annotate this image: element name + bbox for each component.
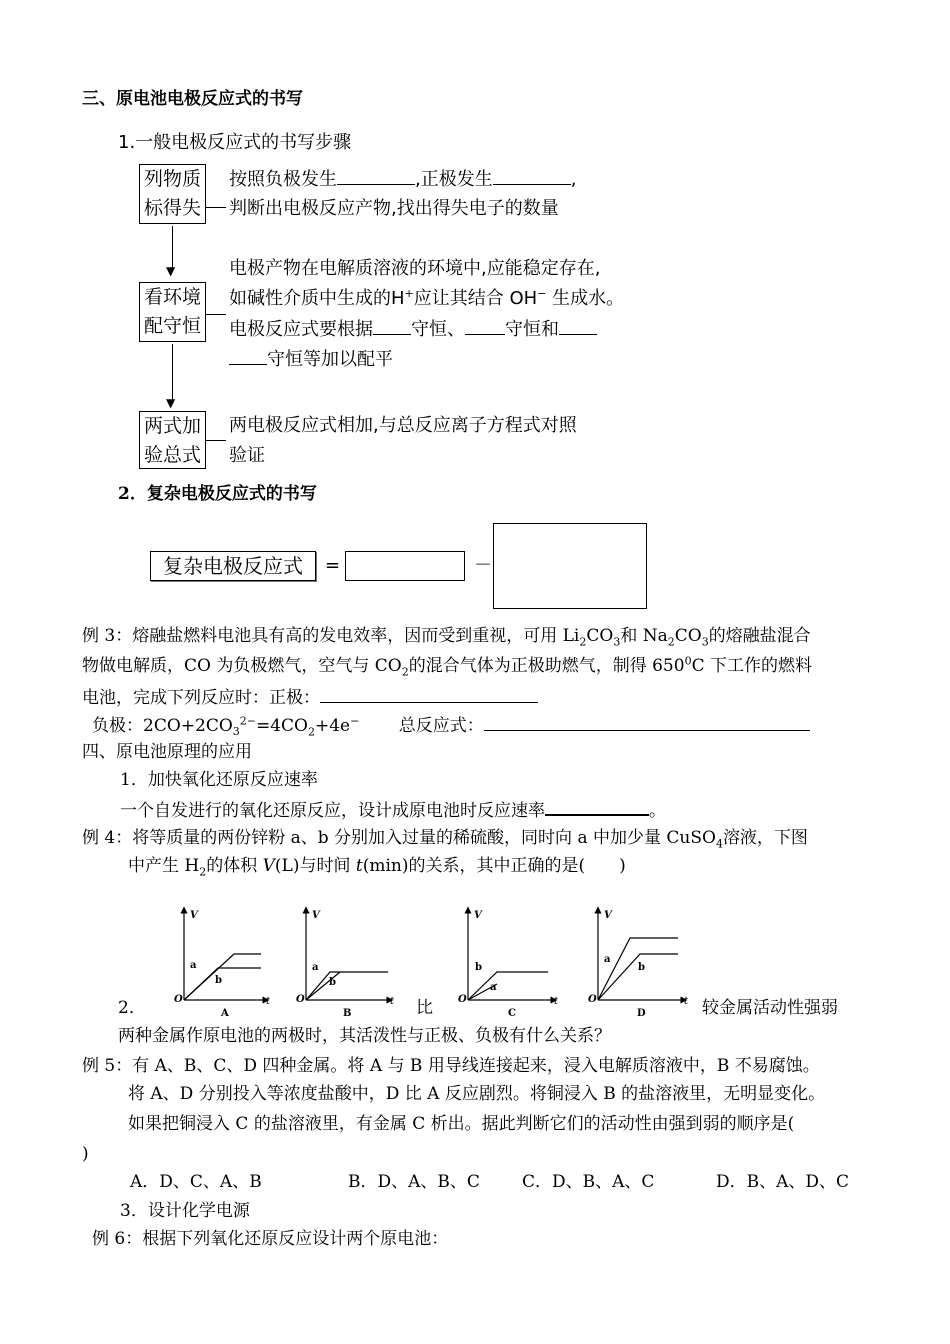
arrow-head-1-icon: ▼ xyxy=(166,264,176,278)
example4-line1: 例 4：将等质量的两份锌粉 a、b 分别加入过量的稀硫酸，同时向 a 中加少量 CuSO$_4$溶液，下图 xyxy=(82,828,808,851)
graph-b-origin: O xyxy=(296,994,305,1005)
graph-c-y-label: V xyxy=(474,910,482,921)
graph-b-x-label: t xyxy=(390,996,395,1007)
example5-option-a[interactable]: A．D、C、A、B xyxy=(130,1172,262,1192)
graph-b xyxy=(296,910,395,1019)
arrow-head-2-icon: ▼ xyxy=(166,396,176,410)
flow-arrow-2 xyxy=(172,344,173,404)
graph-a xyxy=(174,910,271,1019)
section3-heading: 三、原电池电极反应式的书写 xyxy=(82,89,303,109)
graph-b-label-b: b xyxy=(329,977,336,988)
section3-sub2: 2．复杂电极反应式的书写 xyxy=(118,484,317,504)
graph-c-label-a: a xyxy=(490,982,497,993)
section3-sub1: 1.一般电极反应式的书写步骤 xyxy=(118,132,352,153)
graph-c-label-b: b xyxy=(475,962,482,973)
flow-box-step1 xyxy=(139,164,206,224)
graph-b-y-label: V xyxy=(312,910,320,921)
graph-a-option: A xyxy=(221,1008,229,1019)
minus-sign: － xyxy=(474,555,492,576)
flow-box-step1-line1: 列物质 xyxy=(143,168,201,190)
section4-sub3: 3．设计化学电源 xyxy=(120,1201,250,1221)
example3-line3: 电池，完成下列反应时：正极： xyxy=(82,688,538,707)
example3-line4: 负极：$2CO+2CO_3^{2-}=4CO_2+4e^-$ 总反应式： xyxy=(92,716,810,735)
step2-text-line4: 守恒等加以配平 xyxy=(229,350,393,369)
flow-box-step1-line2: 标得失 xyxy=(143,197,201,219)
section4-heading: 四、原电池原理的应用 xyxy=(82,742,252,762)
graph-c-option: C xyxy=(508,1008,516,1019)
graph-d-y-label: V xyxy=(604,910,612,921)
flow-connector-3 xyxy=(206,440,226,441)
graph-d-origin: O xyxy=(588,994,597,1005)
flow-box-step3-line1: 两式加 xyxy=(143,415,201,437)
section4-sub1: 1．加快氧化还原反应速率 xyxy=(120,770,318,790)
flow-box-step2-line2: 配守恒 xyxy=(143,315,201,337)
graph-b-option: B xyxy=(343,1008,352,1019)
graph-b-label-a: a xyxy=(312,962,319,973)
formula-blank-box-2 xyxy=(493,523,647,609)
graph-d xyxy=(588,910,689,1019)
example5-line4: ) xyxy=(82,1144,89,1164)
graph-d-label-a: a xyxy=(604,954,611,965)
graph-d-label-b: b xyxy=(638,962,645,973)
flow-connector-2 xyxy=(206,314,226,315)
step3-text-line1: 两电极反应式相加,与总反应离子方程式对照 xyxy=(229,415,577,436)
graph-c-x-label: t xyxy=(554,996,559,1007)
section4-sub1-text: 一个自发进行的氧化还原反应，设计成原电池时反应速率 。 xyxy=(120,801,666,821)
item2-tail: 较金属活动性强弱 xyxy=(702,998,838,1018)
formula-blank-box-1 xyxy=(345,551,465,581)
step2-text-line3: 电极反应式要根据 守恒、 守恒和 xyxy=(229,320,597,339)
step3-text-line2: 验证 xyxy=(229,445,265,466)
flow-box-step2-line1: 看环境 xyxy=(143,286,201,308)
graph-c-origin: O xyxy=(458,994,467,1005)
graph-a-x-label: t xyxy=(266,996,271,1007)
step1-text-line1: 按照负极发生 ,正极发生 , xyxy=(229,169,577,190)
flow-box-step2 xyxy=(139,282,206,342)
example5-line3: 如果把铜浸入 C 的盐溶液里，有金属 C 析出。据此判断它们的活动性由强到弱的顺序是( xyxy=(128,1114,795,1134)
item2-line2: 两种金属作原电池的两极时，其活泼性与正极、负极有什么关系？ xyxy=(118,1026,611,1046)
step1-text-line2: 判断出电极反应产物,找出得失电子的数量 xyxy=(229,198,559,219)
flow-box-step3-line2: 验总式 xyxy=(143,444,201,466)
step2-text-line2: 如碱性介质中生成的H+应让其结合 OH− 生成水。 xyxy=(229,287,625,309)
graph-d-x-label: t xyxy=(684,996,689,1007)
example5-line1: 例 5：有 A、B、C、D 四种金属。将 A 与 B 用导线连接起来，浸入电解质溶液中，B 不易腐蚀。 xyxy=(82,1056,820,1076)
graph-a-curve-b xyxy=(184,968,261,1000)
equals-sign: = xyxy=(325,555,341,576)
complex-formula-label: 复杂电极反应式 xyxy=(163,554,303,578)
graph-c-curve-b xyxy=(468,972,548,1000)
example5-option-d[interactable]: D．B、A、D、C xyxy=(716,1172,850,1192)
item2-number: 2． xyxy=(118,998,146,1018)
graph-c xyxy=(458,910,559,1019)
example4-line2: 中产生 $H_2$的体积 V(L)与时间 t(min)的关系，其中正确的是( ) xyxy=(128,856,626,879)
example5-option-b[interactable]: B．D、A、B、C xyxy=(348,1172,480,1192)
item2-bi: 比 xyxy=(416,998,433,1018)
graph-a-label-a: a xyxy=(190,960,197,971)
example6-line1: 例 6：根据下列氧化还原反应设计两个原电池： xyxy=(92,1229,449,1249)
graph-d-option: D xyxy=(637,1008,646,1019)
flow-box-step3 xyxy=(139,411,206,469)
complex-formula-label-box xyxy=(150,551,316,581)
example5-option-c[interactable]: C．D、B、A、C xyxy=(522,1172,655,1192)
graph-a-origin: O xyxy=(174,994,183,1005)
example3-line1: 例 3：熔融盐燃料电池具有高的发电效率，因而受到重视，可用 $Li_2CO_3$和 $Na_2CO_3$的熔融盐混合 xyxy=(82,626,811,649)
flow-connector-1 xyxy=(206,207,226,208)
example3-line2: 物做电解质，CO 为负极燃气，空气与 $CO_2$的混合气体为正极助燃气，制得 $650^0C$ 下工作的燃料 xyxy=(82,654,812,679)
graph-b-curve-a xyxy=(306,972,388,1000)
graph-a-label-b: b xyxy=(215,975,222,986)
step2-text-line1: 电极产物在电解质溶液的环境中,应能稳定存在, xyxy=(229,258,601,279)
graph-a-y-label: V xyxy=(190,910,198,921)
example5-line2: 将 A、D 分别投入等浓度盐酸中，D 比 A 反应剧烈。将铜浸入 B 的盐溶液里，无明显变化。 xyxy=(128,1084,826,1104)
